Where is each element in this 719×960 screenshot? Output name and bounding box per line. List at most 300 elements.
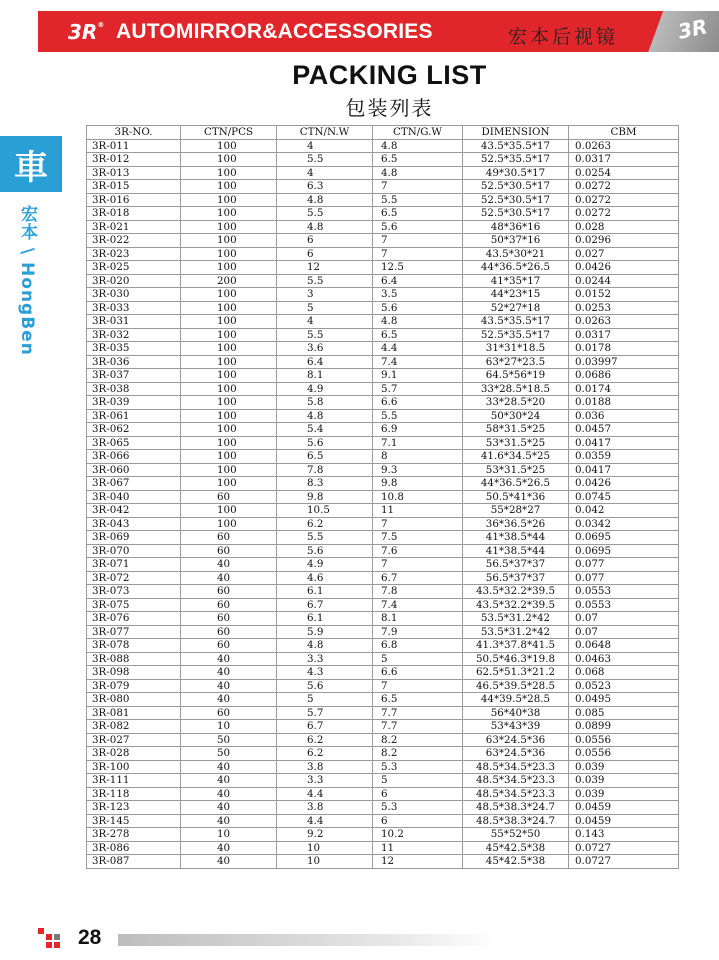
table-cell: 0.0459 xyxy=(569,801,679,815)
table-row xyxy=(87,733,679,747)
table-row xyxy=(87,207,679,221)
table-cell: 7.7 xyxy=(373,706,463,720)
table-cell: 3R-043 xyxy=(87,517,181,531)
table-cell: 3R-078 xyxy=(87,639,181,653)
table-cell: 43.5*30*21 xyxy=(463,247,569,261)
table-cell: 6.1 xyxy=(277,612,373,626)
table-cell: 100 xyxy=(181,220,277,234)
table-cell: 3R-012 xyxy=(87,153,181,167)
table-cell: 5 xyxy=(373,652,463,666)
table-cell: 5.3 xyxy=(373,801,463,815)
table-cell: 0.07 xyxy=(569,612,679,626)
table-cell: 0.0463 xyxy=(569,652,679,666)
table-cell: 4.8 xyxy=(277,409,373,423)
table-cell: 100 xyxy=(181,139,277,153)
table-cell: 5.5 xyxy=(373,193,463,207)
table-cell: 3R-088 xyxy=(87,652,181,666)
column-header: DIMENSION xyxy=(463,126,569,140)
table-row xyxy=(87,504,679,518)
table-cell: 100 xyxy=(181,180,277,194)
table-cell: 10 xyxy=(181,828,277,842)
table-cell: 4.9 xyxy=(277,558,373,572)
table-cell: 3R-123 xyxy=(87,801,181,815)
table-cell: 40 xyxy=(181,666,277,680)
table-cell: 6.5 xyxy=(373,693,463,707)
table-cell: 9.1 xyxy=(373,369,463,383)
table-cell: 0.0459 xyxy=(569,814,679,828)
table-cell: 5.7 xyxy=(373,382,463,396)
table-cell: 7 xyxy=(373,234,463,248)
page-title: PACKING LIST xyxy=(292,60,487,90)
table-cell: 12 xyxy=(373,855,463,869)
table-cell: 40 xyxy=(181,679,277,693)
table-row xyxy=(87,166,679,180)
table-cell: 100 xyxy=(181,328,277,342)
table-cell: 6.2 xyxy=(277,517,373,531)
table-cell: 3R-021 xyxy=(87,220,181,234)
column-header: CTN/N.W xyxy=(277,126,373,140)
table-cell: 100 xyxy=(181,261,277,275)
table-cell: 40 xyxy=(181,558,277,572)
table-cell: 40 xyxy=(181,760,277,774)
table-cell: 0.0178 xyxy=(569,342,679,356)
table-cell: 53.5*31.2*42 xyxy=(463,612,569,626)
table-row xyxy=(87,720,679,734)
table-row xyxy=(87,450,679,464)
table-cell: 41.3*37.8*41.5 xyxy=(463,639,569,653)
table-cell: 4.8 xyxy=(277,639,373,653)
table-cell: 5.6 xyxy=(277,544,373,558)
table-cell: 11 xyxy=(373,841,463,855)
table-cell: 40 xyxy=(181,855,277,869)
table-row xyxy=(87,801,679,815)
table-cell: 3R-013 xyxy=(87,166,181,180)
table-cell: 100 xyxy=(181,193,277,207)
table-row xyxy=(87,531,679,545)
table-cell: 41*38.5*44 xyxy=(463,544,569,558)
table-cell: 5.5 xyxy=(277,531,373,545)
table-cell: 0.143 xyxy=(569,828,679,842)
table-cell: 6.7 xyxy=(277,598,373,612)
table-cell: 3R-079 xyxy=(87,679,181,693)
table-cell: 3R-067 xyxy=(87,477,181,491)
table-cell: 53*43*39 xyxy=(463,720,569,734)
column-header: CBM xyxy=(569,126,679,140)
table-cell: 52.5*30.5*17 xyxy=(463,180,569,194)
table-cell: 6.6 xyxy=(373,396,463,410)
table-cell: 43.5*35.5*17 xyxy=(463,139,569,153)
table-cell: 10 xyxy=(181,720,277,734)
table-cell: 60 xyxy=(181,490,277,504)
table-cell: 0.0727 xyxy=(569,841,679,855)
table-cell: 48.5*38.3*24.7 xyxy=(463,801,569,815)
table-cell: 33*28.5*18.5 xyxy=(463,382,569,396)
table-cell: 0.0152 xyxy=(569,288,679,302)
table-cell: 0.0253 xyxy=(569,301,679,315)
table-cell: 10.5 xyxy=(277,504,373,518)
table-cell: 44*36.5*26.5 xyxy=(463,477,569,491)
table-cell: 40 xyxy=(181,652,277,666)
table-cell: 0.068 xyxy=(569,666,679,680)
table-cell: 0.0556 xyxy=(569,747,679,761)
table-cell: 60 xyxy=(181,544,277,558)
table-cell: 48.5*34.5*23.3 xyxy=(463,787,569,801)
table-cell: 41*38.5*44 xyxy=(463,531,569,545)
table-cell: 3R-038 xyxy=(87,382,181,396)
table-cell: 56.5*37*37 xyxy=(463,558,569,572)
table-cell: 3R-069 xyxy=(87,531,181,545)
table-cell: 100 xyxy=(181,369,277,383)
table-row xyxy=(87,193,679,207)
table-cell: 44*36.5*26.5 xyxy=(463,261,569,275)
table-cell: 60 xyxy=(181,598,277,612)
footer-squares-icon xyxy=(38,928,68,950)
header-banner xyxy=(38,11,719,52)
table-cell: 4.4 xyxy=(277,787,373,801)
table-cell: 3.6 xyxy=(277,342,373,356)
table-cell: 3R-080 xyxy=(87,693,181,707)
table-cell: 4.8 xyxy=(373,166,463,180)
table-cell: 7 xyxy=(373,247,463,261)
table-cell: 12.5 xyxy=(373,261,463,275)
header-title-cn: 宏本后视镜 xyxy=(508,26,619,48)
table-cell: 48.5*34.5*23.3 xyxy=(463,774,569,788)
table-cell: 8.1 xyxy=(277,369,373,383)
table-cell: 0.0556 xyxy=(569,733,679,747)
table-cell: 5.5 xyxy=(277,153,373,167)
table-cell: 46.5*39.5*28.5 xyxy=(463,679,569,693)
table-cell: 4.8 xyxy=(277,193,373,207)
table-cell: 52.5*35.5*17 xyxy=(463,153,569,167)
table-cell: 100 xyxy=(181,301,277,315)
table-cell: 3R-025 xyxy=(87,261,181,275)
table-row xyxy=(87,382,679,396)
table-row xyxy=(87,369,679,383)
table-cell: 6.3 xyxy=(277,180,373,194)
table-cell: 0.0254 xyxy=(569,166,679,180)
table-row xyxy=(87,301,679,315)
table-cell: 100 xyxy=(181,436,277,450)
table-cell: 3R-028 xyxy=(87,747,181,761)
table-cell: 5 xyxy=(277,301,373,315)
table-cell: 9.3 xyxy=(373,463,463,477)
table-cell: 6.7 xyxy=(373,571,463,585)
table-row xyxy=(87,490,679,504)
table-cell: 40 xyxy=(181,693,277,707)
table-row xyxy=(87,747,679,761)
table-cell: 3.5 xyxy=(373,288,463,302)
table-cell: 7.4 xyxy=(373,598,463,612)
table-cell: 53*31.5*25 xyxy=(463,463,569,477)
table-cell: 60 xyxy=(181,706,277,720)
table-cell: 3R-033 xyxy=(87,301,181,315)
table-cell: 100 xyxy=(181,477,277,491)
table-cell: 5.5 xyxy=(277,328,373,342)
table-cell: 0.0745 xyxy=(569,490,679,504)
table-row xyxy=(87,328,679,342)
table-cell: 3R-278 xyxy=(87,828,181,842)
page-subtitle: 包装列表 xyxy=(345,96,434,120)
table-cell: 58*31.5*25 xyxy=(463,423,569,437)
table-cell: 63*24.5*36 xyxy=(463,733,569,747)
table-cell: 100 xyxy=(181,315,277,329)
table-cell: 40 xyxy=(181,814,277,828)
table-cell: 0.0263 xyxy=(569,139,679,153)
table-cell: 3.3 xyxy=(277,652,373,666)
table-cell: 10 xyxy=(277,855,373,869)
table-cell: 8.2 xyxy=(373,733,463,747)
header-title: AUTOMIRROR&ACCESSORIES xyxy=(116,20,433,43)
table-cell: 0.039 xyxy=(569,774,679,788)
table-cell: 6.5 xyxy=(373,153,463,167)
table-cell: 5.6 xyxy=(277,436,373,450)
table-cell: 0.0495 xyxy=(569,693,679,707)
table-cell: 52*27*18 xyxy=(463,301,569,315)
table-cell: 3.8 xyxy=(277,801,373,815)
table-cell: 10 xyxy=(277,841,373,855)
table-cell: 6.5 xyxy=(373,207,463,221)
table-cell: 0.0317 xyxy=(569,328,679,342)
table-cell: 4.4 xyxy=(277,814,373,828)
table-cell: 3R-062 xyxy=(87,423,181,437)
table-cell: 50 xyxy=(181,733,277,747)
table-cell: 45*42.5*38 xyxy=(463,841,569,855)
table-cell: 43.5*35.5*17 xyxy=(463,315,569,329)
corner-logo: 3R xyxy=(639,11,719,52)
table-cell: 4.8 xyxy=(373,139,463,153)
table-cell: 60 xyxy=(181,639,277,653)
table-row xyxy=(87,558,679,572)
table-cell: 9.8 xyxy=(373,477,463,491)
table-cell: 40 xyxy=(181,571,277,585)
table-cell: 48*36*16 xyxy=(463,220,569,234)
table-cell: 7.9 xyxy=(373,625,463,639)
side-brand: 宏本 \ HongBen xyxy=(17,205,37,356)
table-row xyxy=(87,247,679,261)
table-row xyxy=(87,274,679,288)
table-cell: 40 xyxy=(181,801,277,815)
table-cell: 100 xyxy=(181,166,277,180)
table-row xyxy=(87,666,679,680)
table-cell: 3R-060 xyxy=(87,463,181,477)
table-row xyxy=(87,288,679,302)
table-row xyxy=(87,774,679,788)
table-cell: 50*30*24 xyxy=(463,409,569,423)
table-cell: 5.8 xyxy=(277,396,373,410)
table-cell: 3R-061 xyxy=(87,409,181,423)
table-cell: 0.0263 xyxy=(569,315,679,329)
table-cell: 5.9 xyxy=(277,625,373,639)
table-cell: 48.5*34.5*23.3 xyxy=(463,760,569,774)
table-cell: 4.3 xyxy=(277,666,373,680)
table-cell: 6.5 xyxy=(277,450,373,464)
table-cell: 100 xyxy=(181,153,277,167)
table-cell: 100 xyxy=(181,396,277,410)
table-cell: 3R-098 xyxy=(87,666,181,680)
table-row xyxy=(87,180,679,194)
page-number: 28 xyxy=(78,926,102,949)
table-cell: 60 xyxy=(181,612,277,626)
table-cell: 50.5*46.3*19.8 xyxy=(463,652,569,666)
table-cell: 4 xyxy=(277,139,373,153)
column-header: CTN/PCS xyxy=(181,126,277,140)
table-cell: 7.8 xyxy=(373,585,463,599)
table-cell: 5.5 xyxy=(277,207,373,221)
table-cell: 3R-073 xyxy=(87,585,181,599)
table-cell: 50*37*16 xyxy=(463,234,569,248)
table-row xyxy=(87,436,679,450)
table-cell: 3R-072 xyxy=(87,571,181,585)
table-cell: 6.5 xyxy=(373,328,463,342)
table-cell: 5.7 xyxy=(277,706,373,720)
table-cell: 45*42.5*38 xyxy=(463,855,569,869)
table-cell: 7 xyxy=(373,558,463,572)
table-row xyxy=(87,517,679,531)
table-cell: 3R-081 xyxy=(87,706,181,720)
table-cell: 4.9 xyxy=(277,382,373,396)
table-row xyxy=(87,409,679,423)
table-row xyxy=(87,544,679,558)
table-row xyxy=(87,234,679,248)
table-cell: 5.3 xyxy=(373,760,463,774)
table-cell: 5 xyxy=(373,774,463,788)
table-cell: 0.0342 xyxy=(569,517,679,531)
table-cell: 3R-032 xyxy=(87,328,181,342)
table-cell: 7 xyxy=(373,180,463,194)
table-cell: 3R-022 xyxy=(87,234,181,248)
table-cell: 5.5 xyxy=(373,409,463,423)
table-cell: 6 xyxy=(373,787,463,801)
table-cell: 33*28.5*20 xyxy=(463,396,569,410)
table-cell: 40 xyxy=(181,841,277,855)
table-cell: 3R-118 xyxy=(87,787,181,801)
table-cell: 100 xyxy=(181,342,277,356)
table-cell: 6.6 xyxy=(373,666,463,680)
table-cell: 7.5 xyxy=(373,531,463,545)
table-row xyxy=(87,625,679,639)
table-cell: 5.4 xyxy=(277,423,373,437)
table-row xyxy=(87,261,679,275)
packing-list-table xyxy=(86,125,679,869)
table-cell: 0.0296 xyxy=(569,234,679,248)
table-cell: 49*30.5*17 xyxy=(463,166,569,180)
table-cell: 41.6*34.5*25 xyxy=(463,450,569,464)
table-cell: 3R-145 xyxy=(87,814,181,828)
table-cell: 7.7 xyxy=(373,720,463,734)
table-cell: 7 xyxy=(373,679,463,693)
footer-bar xyxy=(118,934,498,946)
table-cell: 0.0686 xyxy=(569,369,679,383)
table-cell: 52.5*30.5*17 xyxy=(463,193,569,207)
table-cell: 6.8 xyxy=(373,639,463,653)
table-cell: 6 xyxy=(373,814,463,828)
table-cell: 3R-111 xyxy=(87,774,181,788)
table-cell: 8.3 xyxy=(277,477,373,491)
table-cell: 0.0272 xyxy=(569,180,679,194)
table-cell: 63*27*23.5 xyxy=(463,355,569,369)
table-cell: 60 xyxy=(181,625,277,639)
table-cell: 4 xyxy=(277,315,373,329)
table-cell: 7.6 xyxy=(373,544,463,558)
table-cell: 0.0272 xyxy=(569,193,679,207)
table-cell: 0.0553 xyxy=(569,598,679,612)
table-cell: 3.8 xyxy=(277,760,373,774)
table-cell: 43.5*32.2*39.5 xyxy=(463,585,569,599)
table-cell: 3R-040 xyxy=(87,490,181,504)
table-cell: 40 xyxy=(181,787,277,801)
table-cell: 8.2 xyxy=(373,747,463,761)
table-row xyxy=(87,585,679,599)
table-cell: 3R-015 xyxy=(87,180,181,194)
table-cell: 0.0523 xyxy=(569,679,679,693)
table-row xyxy=(87,315,679,329)
table-cell: 3R-031 xyxy=(87,315,181,329)
table-cell: 0.0695 xyxy=(569,544,679,558)
table-cell: 5.6 xyxy=(373,220,463,234)
table-cell: 100 xyxy=(181,423,277,437)
table-row xyxy=(87,706,679,720)
table-cell: 53.5*31.2*42 xyxy=(463,625,569,639)
table-cell: 60 xyxy=(181,531,277,545)
table-cell: 3R-018 xyxy=(87,207,181,221)
table-cell: 4.8 xyxy=(373,315,463,329)
table-cell: 100 xyxy=(181,234,277,248)
table-cell: 0.0244 xyxy=(569,274,679,288)
table-cell: 6.7 xyxy=(277,720,373,734)
table-cell: 64.5*56*19 xyxy=(463,369,569,383)
table-row xyxy=(87,652,679,666)
table-row xyxy=(87,639,679,653)
table-cell: 41*35*17 xyxy=(463,274,569,288)
table-row xyxy=(87,612,679,626)
table-cell: 3R-016 xyxy=(87,193,181,207)
table-cell: 6.4 xyxy=(277,355,373,369)
table-cell: 31*31*18.5 xyxy=(463,342,569,356)
table-cell: 43.5*32.2*39.5 xyxy=(463,598,569,612)
table-cell: 7.8 xyxy=(277,463,373,477)
table-cell: 3R-039 xyxy=(87,396,181,410)
table-cell: 3R-077 xyxy=(87,625,181,639)
table-cell: 0.0648 xyxy=(569,639,679,653)
table-cell: 3R-066 xyxy=(87,450,181,464)
table-row xyxy=(87,828,679,842)
table-cell: 5 xyxy=(277,693,373,707)
table-cell: 200 xyxy=(181,274,277,288)
table-cell: 3R-075 xyxy=(87,598,181,612)
table-cell: 0.039 xyxy=(569,787,679,801)
table-cell: 3R-027 xyxy=(87,733,181,747)
table-row xyxy=(87,423,679,437)
table-cell: 3R-086 xyxy=(87,841,181,855)
table-cell: 0.0174 xyxy=(569,382,679,396)
table-cell: 0.042 xyxy=(569,504,679,518)
table-cell: 0.0457 xyxy=(569,423,679,437)
table-cell: 50 xyxy=(181,747,277,761)
table-row xyxy=(87,814,679,828)
table-row xyxy=(87,477,679,491)
table-cell: 100 xyxy=(181,288,277,302)
table-cell: 48.5*38.3*24.7 xyxy=(463,814,569,828)
table-cell: 0.0417 xyxy=(569,463,679,477)
table-cell: 7.1 xyxy=(373,436,463,450)
table-cell: 0.077 xyxy=(569,558,679,572)
table-cell: 55*52*50 xyxy=(463,828,569,842)
table-cell: 52.5*35.5*17 xyxy=(463,328,569,342)
table-row xyxy=(87,679,679,693)
table-cell: 6.4 xyxy=(373,274,463,288)
table-cell: 53*31.5*25 xyxy=(463,436,569,450)
table-cell: 63*24.5*36 xyxy=(463,747,569,761)
